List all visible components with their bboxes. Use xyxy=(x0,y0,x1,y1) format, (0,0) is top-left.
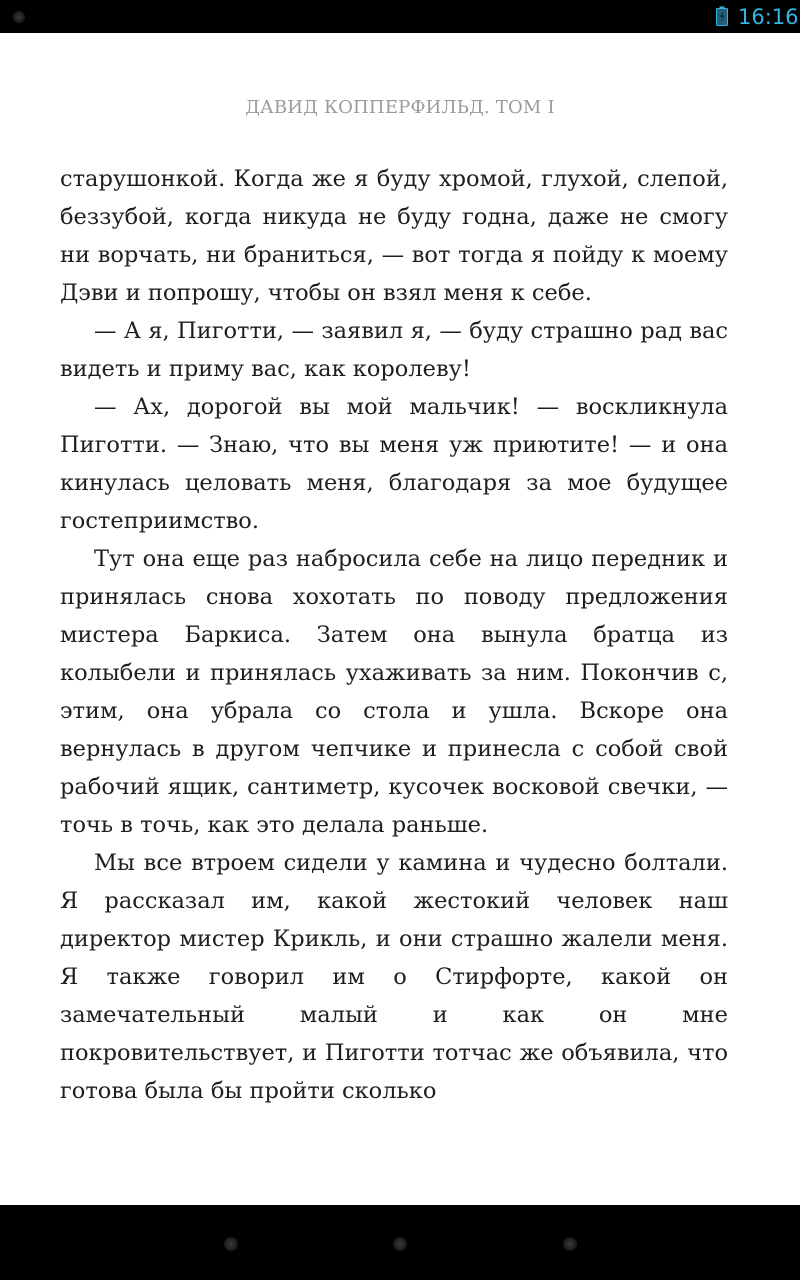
battery-icon xyxy=(716,6,728,26)
back-button-icon[interactable] xyxy=(224,1237,238,1251)
paragraph: Тут она еще раз набросила себе на лицо передник и принялась снова хохотать по поводу предложения мистера Баркиса. Затем она вынула братца из колыбели и принялась ухаживать за ним. Покончив с, этим, она убрала со стола и ушла. Вскоре она вернулась в другом чепчике и принесла с собой свой рабочий ящик, сантиметр, кусочек восковой свечки, — точь в точь, как это делала раньше. xyxy=(60,546,728,838)
reader-page[interactable] xyxy=(0,33,800,1205)
book-title: ДАВИД КОППЕРФИЛЬД. ТОМ I xyxy=(245,97,555,118)
clock: 16:16 xyxy=(738,5,799,29)
status-bar xyxy=(0,0,800,33)
paragraph: старушонкой. Когда же я буду хромой, глухой, слепой, беззубой, когда никуда не буду годна, даже не смогу ни ворчать, ни браниться, — вот тогда я пойду к моему Дэви и попрошу, чтобы он взял меня к себе. xyxy=(60,166,728,306)
notification-dot-icon xyxy=(13,11,25,23)
paragraph: — Ах, дорогой вы мой мальчик! — воскликнула Пиготти. — Знаю, что вы меня уж приютите! — и она кинулась целовать меня, благодаря за мое будущее гостеприимство. xyxy=(60,394,728,534)
book-text xyxy=(60,160,728,1110)
paragraph: Мы все втроем сидели у камина и чудесно болтали. Я рассказал им, какой жестокий человек наш директор мистер Крикль, и они страшно жалели меня. Я также говорил им о Стирфорте, какой он замечательный малый и как он мне покровительствует, и Пиготти тотчас же объявила, что готова была бы пройти сколько xyxy=(60,850,728,1104)
paragraph: — А я, Пиготти, — заявил я, — буду страшно рад вас видеть и приму вас, как королеву! xyxy=(60,318,728,382)
recent-apps-button-icon[interactable] xyxy=(563,1237,577,1251)
navigation-bar xyxy=(0,1205,800,1280)
home-button-icon[interactable] xyxy=(393,1237,407,1251)
